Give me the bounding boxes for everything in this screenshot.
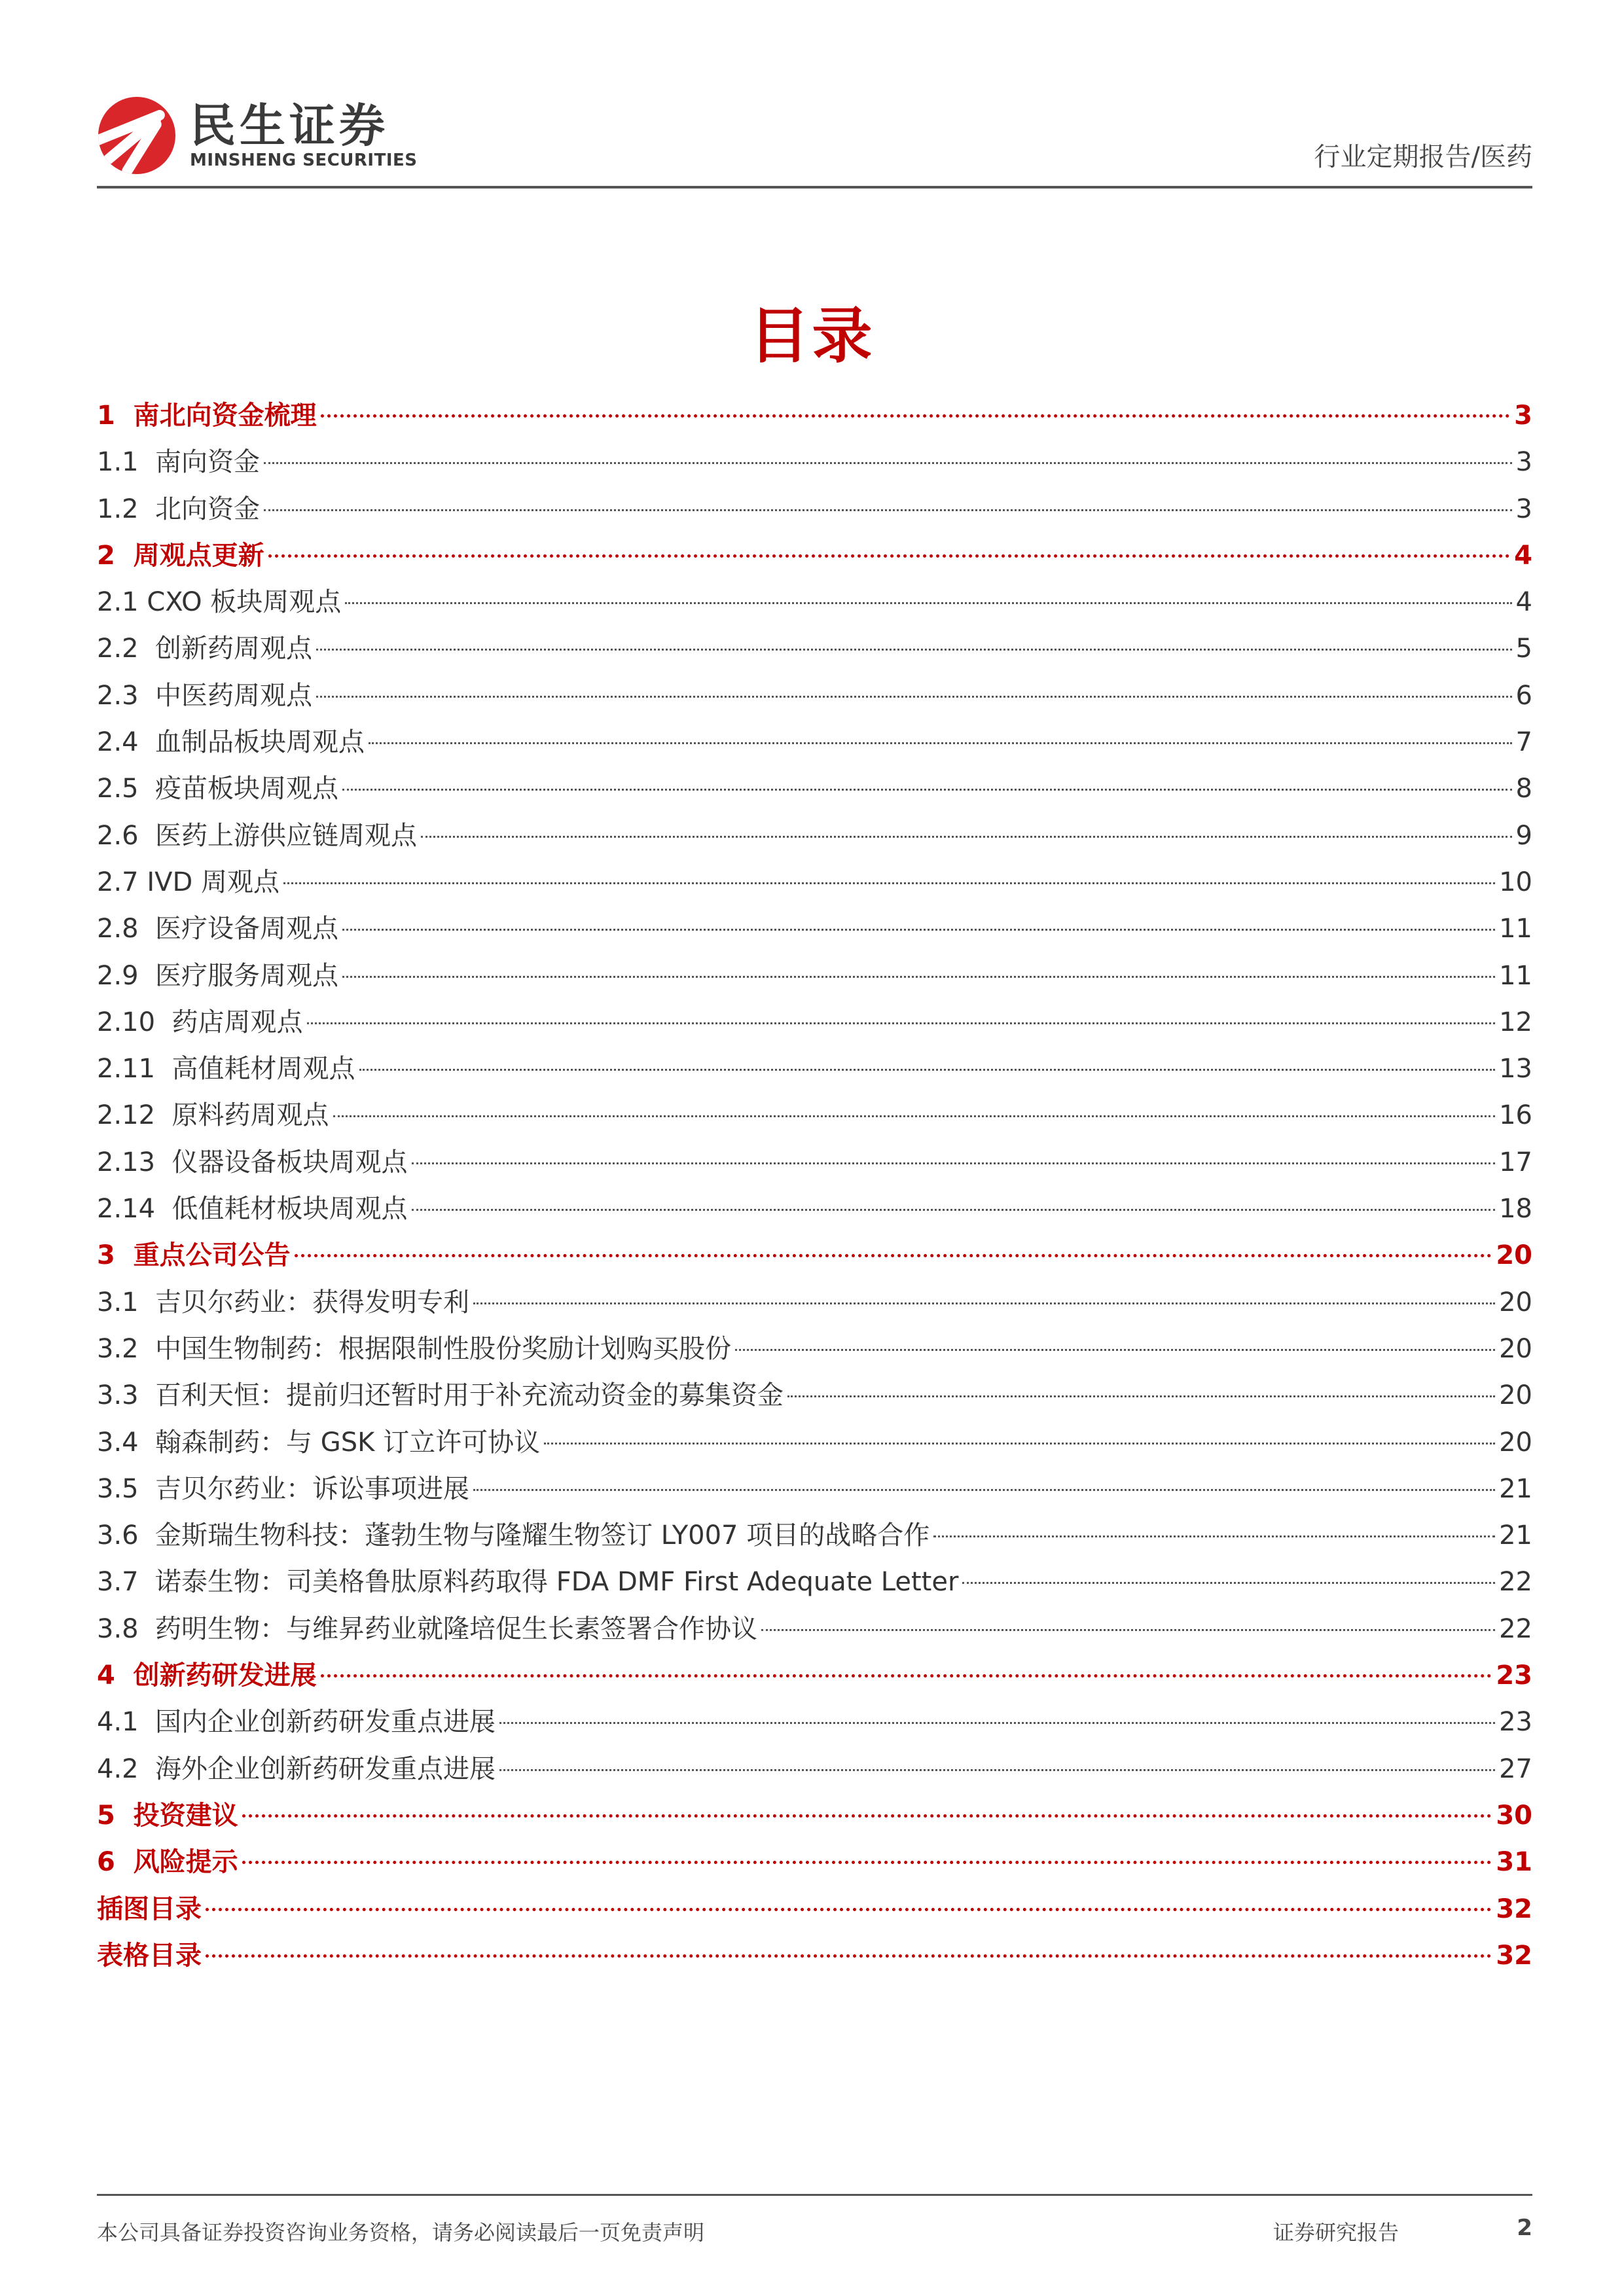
toc-entry-page: 3 [1515, 493, 1532, 524]
logo-english-name: MINSHENG SECURITIES [190, 151, 418, 170]
toc-dot-leader [342, 929, 1495, 931]
toc-subsection-entry[interactable] [97, 1699, 1532, 1746]
toc-subsection-entry[interactable] [97, 1513, 1532, 1559]
toc-subsection-entry[interactable] [97, 579, 1532, 626]
toc-section-entry[interactable] [97, 533, 1532, 579]
toc-dot-leader [295, 1254, 1492, 1257]
toc-entry-page: 20 [1499, 1380, 1532, 1411]
toc-dot-leader [316, 649, 1512, 651]
toc-subsection-entry[interactable] [97, 1372, 1532, 1419]
toc-entry-page: 12 [1499, 1007, 1532, 1037]
toc-section-entry[interactable] [97, 1232, 1532, 1279]
toc-subsection-entry[interactable] [97, 1466, 1532, 1513]
toc-entry-label: 3.8 药明生物：与维昇药业就隆培促生长素签署合作协议 [97, 1613, 758, 1644]
toc-dot-leader [735, 1349, 1495, 1351]
toc-subsection-entry[interactable] [97, 1139, 1532, 1186]
toc-dot-leader [242, 1814, 1492, 1818]
toc-dot-leader [359, 1069, 1496, 1071]
toc-entry-label: 3.1 吉贝尔药业：获得发明专利 [97, 1287, 470, 1318]
toc-entry-label: 2.10 药店周观点 [97, 1007, 303, 1037]
toc-dot-leader [264, 509, 1512, 511]
toc-entry-page: 27 [1499, 1753, 1532, 1784]
toc-dot-leader [412, 1162, 1496, 1164]
toc-dot-leader [342, 789, 1512, 791]
toc-subsection-entry[interactable] [97, 999, 1532, 1046]
logo-emblem-icon [98, 97, 175, 174]
toc-entry-label: 2.2 创新药周观点 [97, 634, 313, 664]
toc-entry-page: 30 [1496, 1800, 1532, 1831]
toc-entry-page: 22 [1499, 1567, 1532, 1598]
toc-entry-label: 3.3 百利天恒：提前归还暂时用于补充流动资金的募集资金 [97, 1380, 784, 1411]
toc-entry-page: 20 [1499, 1287, 1532, 1318]
toc-entry-page: 22 [1499, 1613, 1532, 1644]
toc-entry-page: 20 [1499, 1427, 1532, 1458]
toc-subsection-entry[interactable] [97, 1559, 1532, 1605]
toc-entry-label: 2 周观点更新 [97, 540, 264, 571]
toc-dot-leader [333, 1115, 1496, 1117]
toc-section-entry[interactable] [97, 1653, 1532, 1699]
toc-entry-page: 23 [1496, 1660, 1532, 1691]
toc-section-entry[interactable] [97, 1933, 1532, 1979]
toc-subsection-entry[interactable] [97, 859, 1532, 906]
toc-subsection-entry[interactable] [97, 1092, 1532, 1139]
toc-entry-label: 2.3 中医药周观点 [97, 680, 313, 711]
toc-entry-label: 2.12 原料药周观点 [97, 1100, 329, 1131]
toc-section-entry[interactable] [97, 1793, 1532, 1839]
toc-dot-leader [321, 1674, 1492, 1677]
toc-entry-page: 4 [1514, 540, 1532, 571]
report-category: 行业定期报告/医药 [1314, 142, 1532, 172]
toc-dot-leader [421, 836, 1512, 838]
toc-dot-leader [206, 1954, 1492, 1958]
toc-section-entry[interactable] [97, 393, 1532, 439]
toc-entry-label: 3.4 翰森制药：与 GSK 订立许可协议 [97, 1427, 541, 1458]
toc-entry-page: 3 [1514, 401, 1532, 431]
toc-subsection-entry[interactable] [97, 1420, 1532, 1466]
toc-entry-page: 21 [1499, 1520, 1532, 1551]
toc-entry-page: 7 [1515, 727, 1532, 758]
footer-divider [97, 2194, 1532, 2196]
toc-subsection-entry[interactable] [97, 486, 1532, 533]
toc-entry-page: 3 [1515, 447, 1532, 478]
toc-dot-leader [206, 1908, 1492, 1911]
toc-entry-page: 6 [1515, 680, 1532, 711]
toc-entry-label: 3.6 金斯瑞生物科技：蓬勃生物与隆耀生物签订 LY007 项目的战略合作 [97, 1520, 930, 1551]
toc-entry-page: 11 [1499, 914, 1532, 944]
toc-section-entry[interactable] [97, 1839, 1532, 1886]
toc-dot-leader [962, 1582, 1495, 1584]
toc-entry-page: 16 [1499, 1100, 1532, 1131]
toc-subsection-entry[interactable] [97, 1186, 1532, 1232]
toc-entry-page: 18 [1499, 1194, 1532, 1225]
toc-dot-leader [345, 602, 1511, 604]
toc-entry-label: 1 南北向资金梳理 [97, 401, 317, 431]
toc-subsection-entry[interactable] [97, 1606, 1532, 1653]
toc-subsection-entry[interactable] [97, 1046, 1532, 1092]
toc-dot-leader [283, 882, 1495, 884]
toc-dot-leader [268, 554, 1510, 558]
toc-entry-label: 2.14 低值耗材板块周观点 [97, 1194, 408, 1225]
toc-entry-label: 2.1 CXO 板块周观点 [97, 587, 342, 618]
toc-entry-page: 11 [1499, 960, 1532, 991]
toc-entry-label: 2.13 仪器设备板块周观点 [97, 1147, 408, 1177]
toc-dot-leader [412, 1209, 1496, 1211]
toc-entry-page: 10 [1499, 867, 1532, 897]
toc-entry-label: 2.8 医疗设备周观点 [97, 914, 339, 944]
toc-entry-label: 6 风险提示 [97, 1847, 238, 1878]
toc-entry-page: 23 [1499, 1707, 1532, 1738]
toc-dot-leader [544, 1443, 1495, 1444]
toc-subsection-entry[interactable] [97, 1280, 1532, 1326]
toc-dot-leader [933, 1535, 1495, 1537]
toc-entry-label: 2.11 高值耗材周观点 [97, 1054, 355, 1085]
footer-report-type: 证券研究报告 [1273, 2220, 1399, 2245]
toc-dot-leader [264, 462, 1512, 464]
toc-entry-page: 32 [1496, 1893, 1532, 1924]
toc-entry-label: 2.9 医疗服务周观点 [97, 960, 339, 991]
toc-entry-label: 3.2 中国生物制药：根据限制性股份奖励计划购买股份 [97, 1333, 732, 1364]
toc-subsection-entry[interactable] [97, 906, 1532, 952]
toc-dot-leader [787, 1395, 1495, 1397]
toc-entry-label: 3.7 诺泰生物：司美格鲁肽原料药取得 FDA DMF First Adequate Letter [97, 1567, 959, 1598]
toc-entry-label: 3 重点公司公告 [97, 1240, 291, 1271]
toc-subsection-entry[interactable] [97, 439, 1532, 486]
toc-entry-label: 4 创新药研发进展 [97, 1660, 317, 1691]
toc-subsection-entry[interactable] [97, 719, 1532, 766]
toc-dot-leader [761, 1629, 1495, 1631]
toc-entry-label: 2.7 IVD 周观点 [97, 867, 280, 897]
toc-subsection-entry[interactable] [97, 626, 1532, 672]
toc-entry-page: 21 [1499, 1473, 1532, 1504]
toc-dot-leader [473, 1302, 1495, 1304]
footer-disclaimer: 本公司具备证券投资咨询业务资格，请务必阅读最后一页免责声明 [97, 2220, 705, 2245]
toc-entry-page: 32 [1496, 1940, 1532, 1971]
toc-dot-leader [316, 696, 1512, 698]
header-divider [97, 186, 1532, 188]
toc-entry-label: 5 投资建议 [97, 1800, 238, 1831]
toc-entry-page: 31 [1496, 1847, 1532, 1878]
toc-entry-page: 8 [1515, 774, 1532, 804]
toc-subsection-entry[interactable] [97, 1746, 1532, 1793]
toc-dot-leader [321, 414, 1510, 418]
logo-chinese-name: 民生证券 [190, 99, 389, 152]
toc-entry-page: 20 [1499, 1333, 1532, 1364]
toc-section-entry[interactable] [97, 1886, 1532, 1933]
toc-entry-page: 4 [1515, 587, 1532, 618]
toc-subsection-entry[interactable] [97, 673, 1532, 719]
toc-entry-page: 17 [1499, 1147, 1532, 1177]
toc-entry-label: 2.5 疫苗板块周观点 [97, 774, 339, 804]
toc-subsection-entry[interactable] [97, 813, 1532, 859]
toc-dot-leader [473, 1489, 1495, 1491]
toc-entry-page: 9 [1515, 820, 1532, 851]
toc-entry-label: 插图目录 [97, 1893, 202, 1924]
toc-entry-label: 2.4 血制品板块周观点 [97, 727, 365, 758]
toc-entry-label: 表格目录 [97, 1940, 202, 1971]
toc-entry-page: 20 [1496, 1240, 1532, 1271]
toc-entry-page: 5 [1515, 634, 1532, 664]
toc-entry-label: 4.1 国内企业创新药研发重点进展 [97, 1707, 496, 1738]
toc-subsection-entry[interactable] [97, 953, 1532, 999]
toc-subsection-entry[interactable] [97, 766, 1532, 812]
toc-dot-leader [369, 742, 1512, 744]
toc-dot-leader [499, 1769, 1495, 1771]
toc-dot-leader [242, 1861, 1492, 1864]
toc-entry-page: 13 [1499, 1054, 1532, 1085]
toc-entry-label: 3.5 吉贝尔药业：诉讼事项进展 [97, 1473, 470, 1504]
toc-dot-leader [499, 1722, 1495, 1724]
toc-entry-label: 4.2 海外企业创新药研发重点进展 [97, 1753, 496, 1784]
toc-entry-label: 1.1 南向资金 [97, 447, 261, 478]
page-title: 目录 [749, 301, 875, 371]
toc-entry-label: 2.6 医药上游供应链周观点 [97, 820, 418, 851]
page-number: 2 [1517, 2215, 1532, 2241]
table-of-contents [97, 393, 1532, 1979]
company-logo [98, 97, 417, 174]
toc-dot-leader [342, 976, 1495, 978]
toc-dot-leader [307, 1022, 1496, 1024]
toc-entry-label: 1.2 北向资金 [97, 493, 261, 524]
toc-subsection-entry[interactable] [97, 1326, 1532, 1372]
